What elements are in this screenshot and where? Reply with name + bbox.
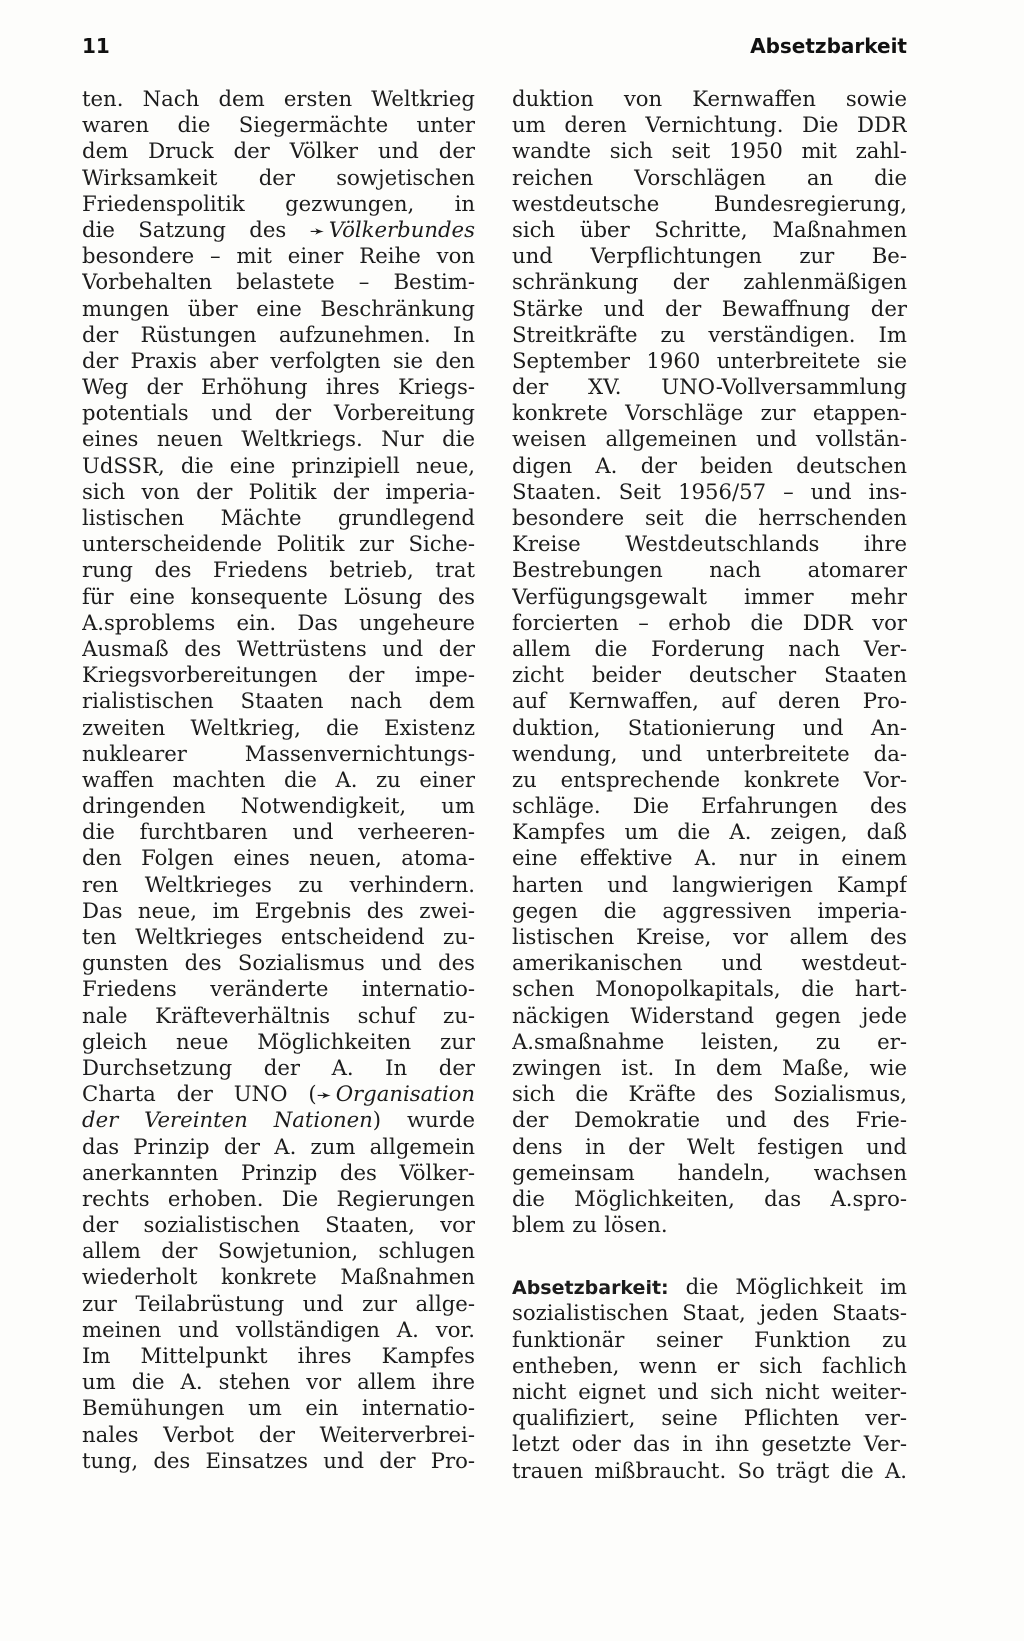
text-line: potentials und der Vorbereitung bbox=[82, 400, 475, 426]
text-line-with-reference bbox=[82, 1081, 475, 1107]
text-line: Bemühungen um ein internatio- bbox=[82, 1395, 475, 1421]
text-line: nicht eignet und sich nicht weiter- bbox=[512, 1379, 907, 1404]
text-line: schläge. Die Erfahrungen des bbox=[512, 793, 907, 819]
text-line: blem zu lösen. bbox=[512, 1212, 668, 1238]
text-line: waren die Siegermächte unter bbox=[82, 112, 475, 138]
text-line: der Praxis aber verfolgten sie den bbox=[82, 347, 475, 373]
text-line: harten und langwierigen Kampf bbox=[512, 871, 907, 897]
right-arrow-icon: ➛ bbox=[309, 220, 325, 242]
text-line-with-reference bbox=[82, 217, 475, 243]
text-line: wendung, und unterbreitete da- bbox=[512, 740, 907, 766]
text-line: anerkannten Prinzip des Völker- bbox=[82, 1159, 475, 1185]
text-line: rung des Friedens betrieb, trat bbox=[82, 557, 475, 583]
text-line: listischen Mächte grundlegend bbox=[82, 505, 475, 530]
text-line: Bestrebungen nach atomarer bbox=[512, 557, 907, 583]
text-line: der Demokratie und des Frie- bbox=[512, 1107, 907, 1133]
text-line: Friedenspolitik gezwungen, in bbox=[82, 190, 475, 216]
text-line: zu entsprechende konkrete Vor- bbox=[512, 766, 907, 792]
text-line: schränkung der zahlenmäßigen bbox=[512, 269, 907, 295]
text-line: Weg der Erhöhung ihres Kriegs- bbox=[82, 374, 475, 400]
text-line: wiederholt konkrete Maßnahmen bbox=[82, 1264, 475, 1290]
text-line: zwingen ist. In dem Maße, wie bbox=[512, 1054, 907, 1080]
text-line: schen Monopolkapitals, die hart- bbox=[512, 976, 907, 1002]
text-line: nuklearer Massenvernichtungs- bbox=[82, 740, 475, 766]
page-header bbox=[82, 34, 907, 68]
text-line: ten. Nach dem ersten Weltkrieg bbox=[82, 86, 475, 111]
text-line: Wirksamkeit der sowjetischen bbox=[82, 164, 475, 190]
text-line: auf Kernwaffen, auf deren Pro- bbox=[512, 688, 907, 714]
text-line: Das neue, im Ergebnis des zwei- bbox=[82, 897, 475, 923]
text-segment: ) wurde bbox=[372, 1107, 475, 1133]
cross-reference-vereinte-nationen[interactable]: der Vereinten Nationen bbox=[82, 1107, 373, 1133]
text-line: ten Weltkrieges entscheidend zu- bbox=[82, 924, 475, 949]
text-line: duktion von Kernwaffen sowie bbox=[512, 86, 907, 111]
paragraph-gap bbox=[512, 1238, 907, 1274]
text-line: besondere – mit einer Reihe von bbox=[82, 243, 475, 269]
text-line: Ausmaß des Wettrüstens und der bbox=[82, 635, 475, 661]
text-line: dem Druck der Völker und der bbox=[82, 138, 475, 164]
text-line: reichen Vorschlägen an die bbox=[512, 164, 907, 190]
text-line: tung, des Einsatzes und der Pro- bbox=[82, 1447, 475, 1473]
text-line: qualifiziert, seine Pflichten ver- bbox=[512, 1405, 907, 1431]
text-line: Kreise Westdeutschlands ihre bbox=[512, 531, 907, 557]
text-line: näckigen Widerstand gegen jede bbox=[512, 1002, 907, 1028]
text-line: Stärke und der Bewaffnung der bbox=[512, 295, 907, 321]
text-line: letzt oder das in ihn gesetzte Ver- bbox=[512, 1431, 907, 1457]
text-line: das Prinzip der A. zum allgemein bbox=[82, 1133, 475, 1159]
text-line: zicht beider deutscher Staaten bbox=[512, 662, 907, 688]
text-line: allem der Sowjetunion, schlugen bbox=[82, 1238, 475, 1264]
text-line: rialistischen Staaten nach dem bbox=[82, 688, 475, 714]
text-line: Kampfes um die A. zeigen, daß bbox=[512, 819, 907, 845]
page-number: 11 bbox=[82, 34, 110, 58]
text-line: trauen mißbraucht. So trägt die A. bbox=[512, 1457, 907, 1483]
text-line: die furchtbaren und verheeren- bbox=[82, 819, 475, 845]
text-line: besondere seit die herrschenden bbox=[512, 505, 907, 530]
text-line: Durchsetzung der A. In der bbox=[82, 1054, 475, 1080]
text-line: gunsten des Sozialismus und des bbox=[82, 950, 475, 976]
text-line: der XV. UNO-Vollversammlung bbox=[512, 374, 907, 400]
text-line: der Rüstungen aufzunehmen. In bbox=[82, 321, 475, 347]
text-segment: Charta der UNO ( bbox=[82, 1081, 317, 1107]
text-line: weisen allgemeinen und vollstän- bbox=[512, 426, 907, 452]
text-line: waffen machten die A. zu einer bbox=[82, 766, 475, 792]
text-line: eine effektive A. nur in einem bbox=[512, 845, 907, 871]
text-line: konkrete Vorschläge zur etappen- bbox=[512, 400, 907, 426]
cross-reference-voelkerbund[interactable]: Völkerbundes bbox=[328, 216, 475, 242]
text-line: September 1960 unterbreitete sie bbox=[512, 347, 907, 373]
entry-keyword: Absetzbarkeit: bbox=[512, 1277, 669, 1300]
text-line: westdeutsche Bundesregierung, bbox=[512, 190, 907, 216]
right-column bbox=[512, 86, 907, 1484]
text-line: um deren Vernichtung. Die DDR bbox=[512, 112, 907, 138]
text-line-with-reference bbox=[82, 1107, 475, 1133]
text-line: Verfügungsgewalt immer mehr bbox=[512, 583, 907, 609]
text-line: zweiten Weltkrieg, die Existenz bbox=[82, 714, 475, 740]
text-line: zur Teilabrüstung und zur allge- bbox=[82, 1290, 475, 1316]
text-segment: die Möglichkeit im bbox=[668, 1274, 907, 1300]
right-arrow-icon: ➛ bbox=[316, 1085, 332, 1107]
cross-reference-organisation[interactable]: Organisation bbox=[335, 1081, 475, 1107]
text-line: dringenden Notwendigkeit, um bbox=[82, 793, 475, 819]
text-line: allem die Forderung nach Ver- bbox=[512, 635, 907, 661]
text-line: der sozialistischen Staaten, vor bbox=[82, 1212, 475, 1238]
text-line: sich über Schritte, Maßnahmen bbox=[512, 216, 907, 242]
text-line: ren Weltkrieges zu verhindern. bbox=[82, 871, 475, 897]
text-line: gegen die aggressiven imperia- bbox=[512, 897, 907, 923]
text-line: sich von der Politik der imperia- bbox=[82, 478, 475, 504]
text-line: Kriegsvorbereitungen der impe- bbox=[82, 662, 475, 688]
text-line: den Folgen eines neuen, atoma- bbox=[82, 845, 475, 871]
text-line: eines neuen Weltkriegs. Nur die bbox=[82, 426, 475, 452]
text-line: duktion, Stationierung und An- bbox=[512, 714, 907, 740]
left-column bbox=[82, 86, 475, 1474]
text-line: Vorbehalten belastete – Bestim- bbox=[82, 269, 475, 295]
text-line: amerikanischen und westdeut- bbox=[512, 950, 907, 976]
text-line: gleich neue Möglichkeiten zur bbox=[82, 1028, 475, 1054]
text-line: Streitkräfte zu verständigen. Im bbox=[512, 321, 907, 347]
text-line: digen A. der beiden deutschen bbox=[512, 452, 907, 478]
text-line: nales Verbot der Weiterverbrei- bbox=[82, 1421, 475, 1447]
text-line: gemeinsam handeln, wachsen bbox=[512, 1159, 907, 1185]
text-line: unterscheidende Politik zur Siche- bbox=[82, 531, 475, 557]
text-line: meinen und vollständigen A. vor. bbox=[82, 1316, 475, 1342]
text-line: funktionär seiner Funktion zu bbox=[512, 1326, 907, 1352]
text-line: sich die Kräfte des Sozialismus, bbox=[512, 1081, 907, 1107]
text-line: um die A. stehen vor allem ihre bbox=[82, 1369, 475, 1395]
text-line: listischen Kreise, vor allem des bbox=[512, 924, 907, 949]
text-line: Friedens veränderte internatio- bbox=[82, 976, 475, 1002]
text-line: und Verpflichtungen zur Be- bbox=[512, 243, 907, 269]
text-line: Im Mittelpunkt ihres Kampfes bbox=[82, 1343, 475, 1368]
text-line: dens in der Welt festigen und bbox=[512, 1133, 907, 1159]
running-head: Absetzbarkeit bbox=[750, 34, 907, 58]
text-line: mungen über eine Beschränkung bbox=[82, 295, 475, 321]
text-line: UdSSR, die eine prinzipiell neue, bbox=[82, 452, 475, 478]
text-line: rechts erhoben. Die Regierungen bbox=[82, 1185, 475, 1211]
text-line: wandte sich seit 1950 mit zahl- bbox=[512, 138, 907, 164]
text-line: nale Kräfteverhältnis schuf zu- bbox=[82, 1002, 475, 1028]
text-line: A.smaßnahme leisten, zu er- bbox=[512, 1028, 907, 1054]
text-line: sozialistischen Staat, jeden Staats- bbox=[512, 1300, 907, 1326]
text-line: entheben, wenn er sich fachlich bbox=[512, 1352, 907, 1378]
text-line: für eine konsequente Lösung des bbox=[82, 583, 475, 609]
entry-first-line bbox=[512, 1274, 907, 1300]
text-line: die Möglichkeiten, das A.spro- bbox=[512, 1185, 907, 1211]
text-line: Staaten. Seit 1956/57 – und ins- bbox=[512, 478, 907, 504]
text-line: forcierten – erhob die DDR vor bbox=[512, 609, 907, 635]
text-line: A.sproblems ein. Das ungeheure bbox=[82, 609, 475, 635]
text-segment: die Satzung des bbox=[82, 216, 287, 242]
